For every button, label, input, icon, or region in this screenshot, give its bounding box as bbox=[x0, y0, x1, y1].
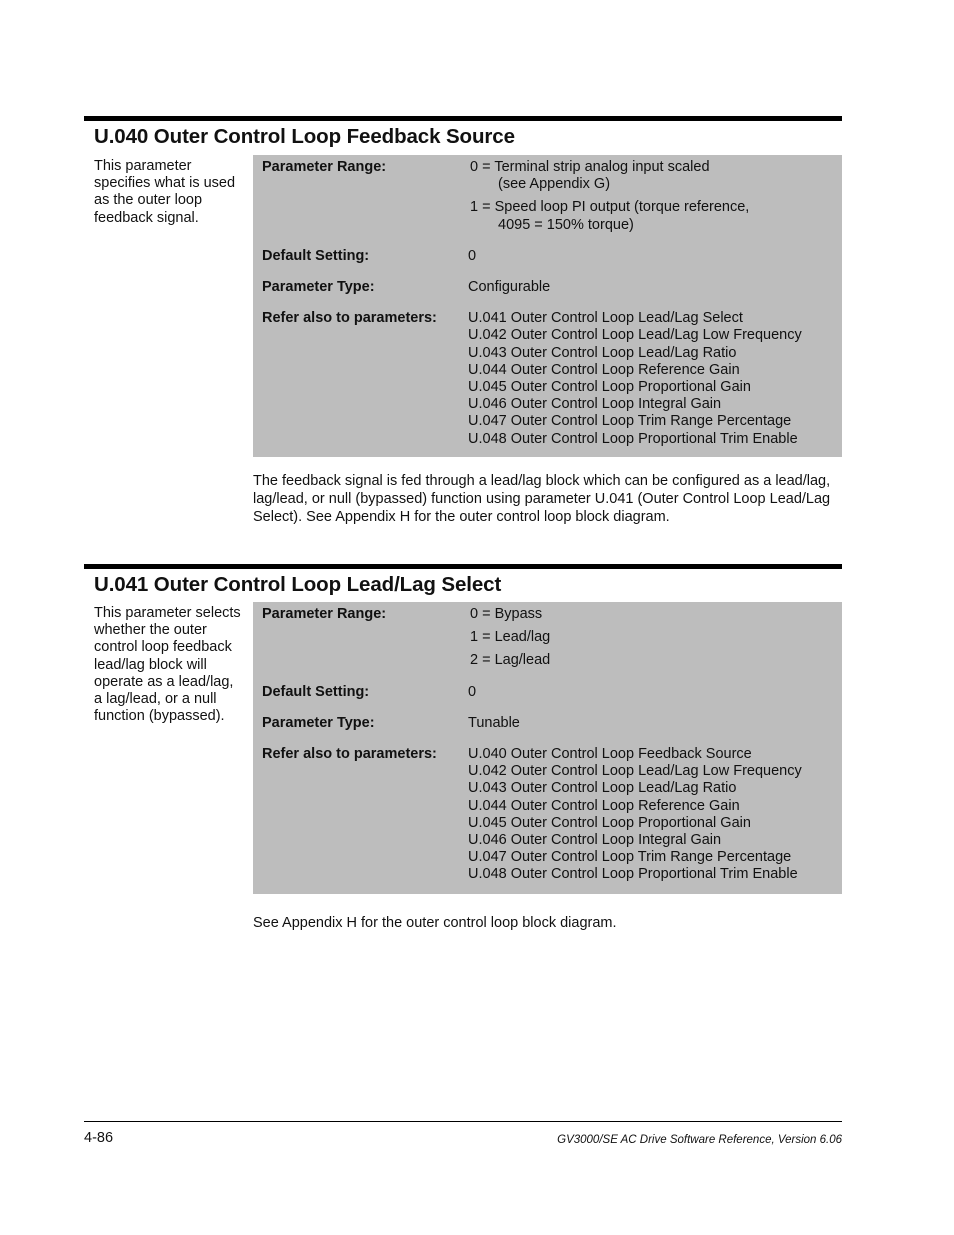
range-item-cont: 4095 = 150% torque) bbox=[498, 216, 634, 233]
footer-rule bbox=[84, 1121, 842, 1122]
range-values bbox=[468, 159, 842, 234]
refer-item: U.042 Outer Control Loop Lead/Lag Low Frequency bbox=[468, 327, 802, 344]
refer-row bbox=[262, 310, 842, 448]
parameter-description: This parameter selects whether the outer control loop feedback lead/lag block will operate as a lead/lag, a lag/lead, or a null function (bypassed). bbox=[94, 605, 241, 725]
refer-item: U.043 Outer Control Loop Lead/Lag Ratio bbox=[468, 780, 737, 797]
type-row bbox=[262, 279, 842, 296]
refer-item: U.043 Outer Control Loop Lead/Lag Ratio bbox=[468, 344, 737, 361]
default-row bbox=[262, 248, 842, 265]
refer-item: U.045 Outer Control Loop Proportional Gain bbox=[468, 814, 751, 831]
section-u040 bbox=[84, 116, 842, 525]
refer-list bbox=[468, 310, 842, 448]
refer-label: Refer also to parameters: bbox=[262, 746, 437, 763]
parameter-description: This parameter specifies what is used as the outer loop feedback signal. bbox=[94, 158, 236, 226]
range-item: 1 = Speed loop PI output (torque reference, bbox=[470, 199, 750, 216]
default-value: 0 bbox=[468, 683, 477, 700]
refer-item: U.048 Outer Control Loop Proportional Trim Enable bbox=[468, 866, 798, 883]
default-label: Default Setting: bbox=[262, 247, 370, 264]
default-row bbox=[262, 684, 842, 701]
section-note: The feedback signal is fed through a lead/lag block which can be configured as a lead/lag, lag/lead, or null (bypassed) function using parameter U.041 (Outer Control Loop Lead/Lag Select). See Appendix H for the outer control loop block diagram. bbox=[253, 473, 831, 525]
parameter-table bbox=[253, 155, 842, 457]
refer-item: U.046 Outer Control Loop Integral Gain bbox=[468, 832, 722, 849]
range-row bbox=[262, 606, 842, 670]
refer-item: U.047 Outer Control Loop Trim Range Percentage bbox=[468, 849, 792, 866]
type-value: Tunable bbox=[468, 714, 520, 731]
range-values bbox=[468, 606, 842, 670]
refer-item: U.040 Outer Control Loop Feedback Source bbox=[468, 746, 752, 763]
refer-item: U.041 Outer Control Loop Lead/Lag Select bbox=[468, 310, 743, 327]
type-value: Configurable bbox=[468, 279, 551, 296]
type-label: Parameter Type: bbox=[262, 714, 375, 731]
range-label: Parameter Range: bbox=[262, 159, 387, 175]
section-title: U.041 Outer Control Loop Lead/Lag Select bbox=[94, 573, 502, 596]
type-label: Parameter Type: bbox=[262, 279, 375, 296]
parameter-table bbox=[253, 602, 842, 894]
default-label: Default Setting: bbox=[262, 683, 370, 700]
refer-row bbox=[262, 746, 842, 884]
refer-item: U.046 Outer Control Loop Integral Gain bbox=[468, 396, 722, 413]
refer-item: U.048 Outer Control Loop Proportional Trim Enable bbox=[468, 430, 798, 447]
refer-label: Refer also to parameters: bbox=[262, 310, 437, 327]
range-row bbox=[262, 159, 842, 234]
refer-item: U.044 Outer Control Loop Reference Gain bbox=[468, 361, 740, 378]
refer-item: U.042 Outer Control Loop Lead/Lag Low Frequency bbox=[468, 763, 802, 780]
section-rule bbox=[84, 116, 842, 121]
section-u041 bbox=[84, 564, 842, 931]
range-item: 0 = Terminal strip analog input scaled bbox=[470, 159, 710, 175]
range-item: 1 = Lead/lag bbox=[470, 629, 551, 646]
type-row bbox=[262, 715, 842, 732]
page-number: 4-86 bbox=[84, 1130, 114, 1146]
section-rule bbox=[84, 564, 842, 569]
default-value: 0 bbox=[468, 247, 477, 264]
refer-list bbox=[468, 746, 842, 884]
section-note: See Appendix H for the outer control loop block diagram. bbox=[253, 915, 617, 931]
refer-item: U.045 Outer Control Loop Proportional Gain bbox=[468, 379, 751, 396]
range-item: 0 = Bypass bbox=[470, 606, 543, 622]
refer-item: U.047 Outer Control Loop Trim Range Percentage bbox=[468, 413, 792, 430]
document-reference: GV3000/SE AC Drive Software Reference, Version 6.06 bbox=[557, 1134, 842, 1146]
refer-item: U.044 Outer Control Loop Reference Gain bbox=[468, 797, 740, 814]
range-item: 2 = Lag/lead bbox=[470, 652, 551, 669]
range-label: Parameter Range: bbox=[262, 606, 387, 622]
section-title: U.040 Outer Control Loop Feedback Source bbox=[94, 125, 515, 148]
range-item-cont: (see Appendix G) bbox=[498, 176, 611, 193]
